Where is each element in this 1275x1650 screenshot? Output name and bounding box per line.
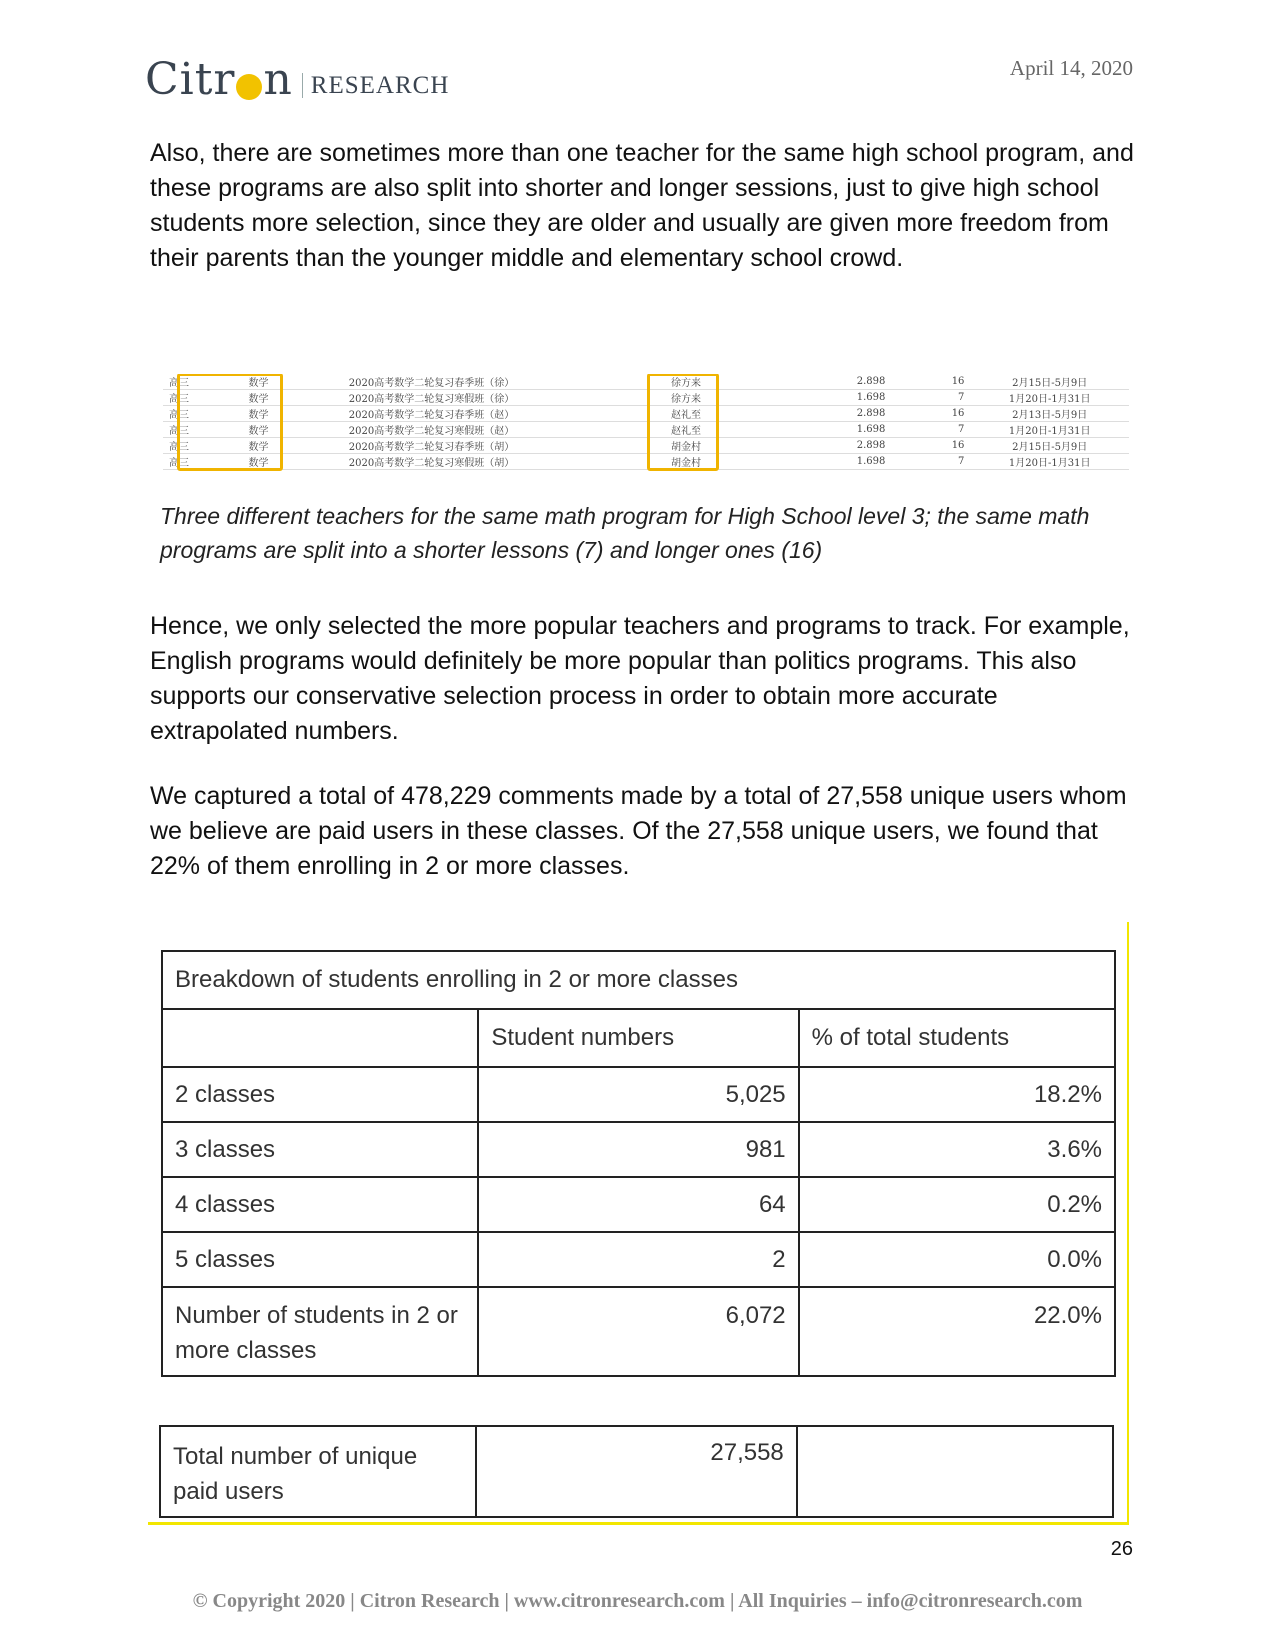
teacher-cell: 胡金村 [665, 438, 811, 454]
excerpt-row [163, 406, 1129, 422]
price-cell: 2.898 [811, 406, 891, 422]
total-label: Total number of unique paid users [160, 1426, 476, 1517]
program-cell: 2020高考数学二轮复习春季班（胡） [343, 438, 665, 454]
lessons-cell: 7 [891, 390, 970, 406]
page-number: 26 [1110, 1538, 1133, 1560]
teacher-cell: 赵礼至 [665, 406, 811, 422]
subject-cell: 数学 [242, 438, 342, 454]
grade-cell: 高三 [163, 422, 242, 438]
excerpt-row [163, 422, 1129, 438]
excerpt-row [163, 390, 1129, 406]
price-cell: 2.898 [811, 374, 891, 390]
program-cell: 2020高考数学二轮复习寒假班（徐） [343, 390, 665, 406]
excerpt-caption: Three different teachers for the same math program for High School level 3; the same math programs are split into a shorter lessons (7) and longer ones (16) [160, 503, 1090, 563]
teacher-cell: 徐方来 [665, 390, 811, 406]
price-cell: 1.698 [811, 422, 891, 438]
lessons-cell: 16 [891, 438, 970, 454]
yellow-border-bottom [148, 1522, 1129, 1525]
grade-cell: 高三 [163, 390, 242, 406]
subject-cell: 数学 [242, 390, 342, 406]
paragraph-comments: We captured a total of 478,229 comments made by a total of 27,558 unique users whom we believe are paid users in these classes. Of the 27,558 unique users, we found that 22% of them enrolling in 2 or more classes. [150, 782, 1127, 880]
row-students: 981 [478, 1122, 798, 1177]
row-percent: 18.2% [799, 1067, 1115, 1122]
copyright-footer: © Copyright 2020 | Citron Research | www.citronresearch.com | All Inquiries – info@citronresearch.com [192, 1590, 1083, 1612]
lessons-cell: 16 [891, 374, 970, 390]
row-label: 4 classes [162, 1177, 478, 1232]
paragraph-teachers: Also, there are sometimes more than one teacher for the same high school program, and these programs are also split into shorter and longer sessions, just to give high school students more selection, since they are older and usually are given more freedom from their parents than the younger middle and elementary school crowd. [150, 139, 1134, 272]
dates-cell: 2月13日-5月9日 [970, 406, 1129, 422]
price-cell: 2.898 [811, 438, 891, 454]
row-percent: 0.0% [799, 1232, 1115, 1287]
dates-cell: 1月20日-1月31日 [970, 390, 1129, 406]
grade-cell: 高三 [163, 374, 242, 390]
row-label: Number of students in 2 or more classes [162, 1287, 478, 1376]
excerpt-row [163, 438, 1129, 454]
lessons-cell: 16 [891, 406, 970, 422]
program-cell: 2020高考数学二轮复习寒假班（胡） [343, 454, 665, 470]
report-date: April 14, 2020 [1009, 56, 1133, 80]
dates-cell: 2月15日-5月9日 [970, 438, 1129, 454]
row-students: 64 [478, 1177, 798, 1232]
breakdown-table [161, 950, 1116, 1377]
program-cell: 2020高考数学二轮复习寒假班（赵） [343, 422, 665, 438]
header-student-numbers: Student numbers [478, 1009, 798, 1067]
row-students: 6,072 [478, 1287, 798, 1376]
subject-cell: 数学 [242, 422, 342, 438]
lessons-cell: 7 [891, 454, 970, 470]
highlight-grade-subject [177, 374, 283, 471]
yellow-border-right [1127, 922, 1129, 1524]
row-label: 3 classes [162, 1122, 478, 1177]
price-cell: 1.698 [811, 390, 891, 406]
row-students: 5,025 [478, 1067, 798, 1122]
excerpt-row [163, 454, 1129, 470]
row-percent: 3.6% [799, 1122, 1115, 1177]
citron-logo [145, 52, 450, 105]
header-blank [162, 1009, 478, 1067]
row-percent: 22.0% [799, 1287, 1115, 1376]
teacher-cell: 胡金村 [665, 454, 811, 470]
subject-cell: 数学 [242, 374, 342, 390]
highlight-teacher [647, 374, 719, 471]
excerpt-row [163, 374, 1129, 390]
row-percent: 0.2% [799, 1177, 1115, 1232]
table-row [162, 1122, 1115, 1177]
total-empty [797, 1426, 1113, 1517]
grade-cell: 高三 [163, 454, 242, 470]
paragraph-selection: Hence, we only selected the more popular teachers and programs to track. For example, English programs would definitely be more popular than politics programs. This also supports our conservative selection process in order to obtain more accurate extrapolated numbers. [150, 612, 1130, 745]
logo-word-start: Citr [145, 54, 236, 105]
breakdown-title: Breakdown of students enrolling in 2 or more classes [162, 951, 1115, 1009]
table-row [162, 1287, 1115, 1376]
subject-cell: 数学 [242, 454, 342, 470]
grade-cell: 高三 [163, 406, 242, 422]
lessons-cell: 7 [891, 422, 970, 438]
logo-word-end: n [263, 54, 292, 105]
table-row [162, 1067, 1115, 1122]
total-value: 27,558 [476, 1426, 796, 1517]
header-percent: % of total students [799, 1009, 1115, 1067]
subject-cell: 数学 [242, 406, 342, 422]
table-row [162, 1177, 1115, 1232]
lemon-icon [236, 74, 262, 100]
teacher-cell: 徐方来 [665, 374, 811, 390]
dates-cell: 1月20日-1月31日 [970, 454, 1129, 470]
logo-subtitle: RESEARCH [302, 73, 450, 98]
table-row [162, 1232, 1115, 1287]
total-table [159, 1425, 1114, 1518]
spreadsheet-excerpt [163, 374, 1129, 490]
teacher-cell: 赵礼至 [665, 422, 811, 438]
program-cell: 2020高考数学二轮复习春季班（徐） [343, 374, 665, 390]
row-label: 5 classes [162, 1232, 478, 1287]
grade-cell: 高三 [163, 438, 242, 454]
program-cell: 2020高考数学二轮复习春季班（赵） [343, 406, 665, 422]
dates-cell: 1月20日-1月31日 [970, 422, 1129, 438]
price-cell: 1.698 [811, 454, 891, 470]
dates-cell: 2月15日-5月9日 [970, 374, 1129, 390]
row-students: 2 [478, 1232, 798, 1287]
row-label: 2 classes [162, 1067, 478, 1122]
